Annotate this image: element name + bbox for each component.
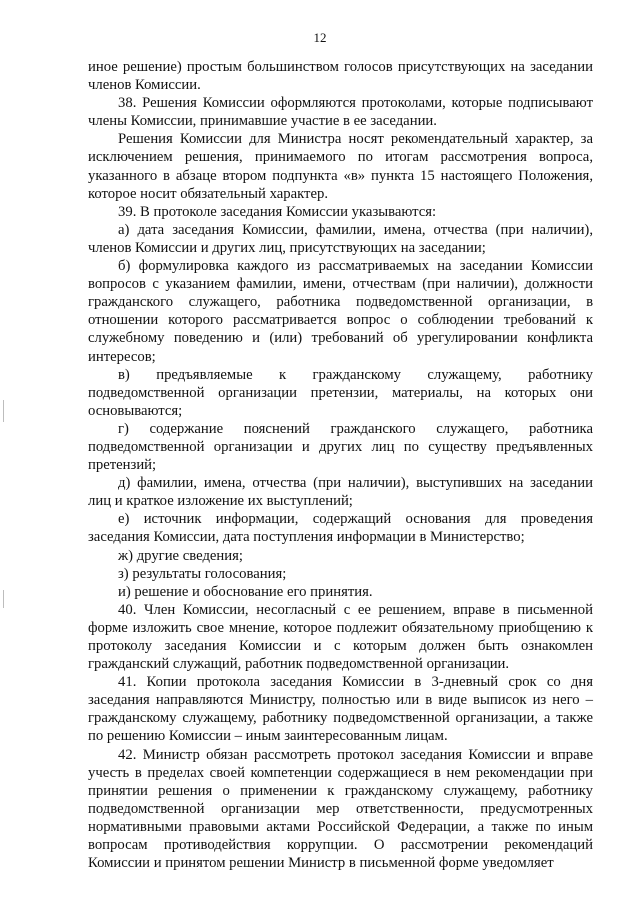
paragraph-39-g: г) содержание пояснений гражданского служащего, работника подведомственной организации и других лиц по существу предъявленных претензий; (88, 420, 593, 474)
paragraph-39-i: и) решение и обоснование его принятия. (118, 583, 373, 600)
paragraph-39-z: з) результаты голосования; (118, 565, 287, 582)
paragraph-41: 41. Копии протокола заседания Комиссии в 3-дневный срок со дня заседания направляются Министру, полностью или в виде выписок из него – гражданскому служащему, работнику подведомственной организации, а также по решению Комиссии – иным заинтересованным лицам. (88, 674, 593, 745)
page-number: 12 (313, 30, 327, 45)
paragraph-42: 42. Министр обязан рассмотреть протокол заседания Комиссии и вправе учесть в пределах своей компетенции содержащиеся в нем рекомендации при принятии решения о применении к гражданскому служащему, работнику подведомственной организации мер ответственности, предусмотренных нормативными правовыми актами Российской Федерации, а также по иным вопросам противодействия коррупции. О рассмотрении рекомендаций Комиссии и принятом решении Министр в письменной форме уведомляет (88, 746, 593, 872)
scan-edge-mark (3, 400, 4, 422)
paragraph-continuation: иное решение) простым большинством голосов присутствующих на заседании членов Комиссии. (88, 59, 593, 94)
paragraph-38: 38. Решения Комиссии оформляются протоколами, которые подписывают члены Комиссии, принимавшие участие в ее заседании. (88, 95, 593, 130)
paragraph-39-d: д) фамилии, имена, отчества (при наличии), выступивших на заседании лиц и краткое изложение их выступлений; (88, 475, 593, 510)
paragraph-39-e: е) источник информации, содержащий основания для проведения заседания Комиссии, дата поступления информации в Министерство; (88, 511, 593, 546)
scan-edge-mark (3, 590, 4, 608)
paragraph-39-b: б) формулировка каждого из рассматриваемых на заседании Комиссии вопросов с указанием фамилии, имени, отчествам (при наличии), должности гражданского служащего, работника подведомственной организации, в отношении которого рассматривается вопрос о соблюдении требований к служебному поведению и (или) требований об урегулировании конфликта интересов; (88, 258, 593, 365)
paragraph-39-zh: ж) другие сведения; (118, 547, 243, 564)
paragraph-38-recommendation: Решения Комиссии для Министра носят рекомендательный характер, за исключением решения, принимаемого по итогам рассмотрения вопроса, указанного в абзаце втором подпункта «в» пункта 15 настоящего Положения, которое носит обязательный характер. (88, 131, 593, 202)
document-body (88, 58, 593, 872)
paragraph-39-a: а) дата заседания Комиссии, фамилии, имена, отчества (при наличии), членов Комиссии и других лиц, присутствующих на заседании; (88, 221, 593, 256)
paragraph-39: 39. В протоколе заседания Комиссии указываются: (118, 203, 437, 220)
paragraph-39-v: в) предъявляемые к гражданскому служащему, работнику подведомственной организации претензии, материалы, на которых они основываются; (88, 366, 593, 419)
paragraph-40: 40. Член Комиссии, несогласный с ее решением, вправе в письменной форме изложить свое мнение, которое подлежит обязательному приобщению к протоколу заседания Комиссии и с которым должен быть ознакомлен гражданский служащий, работник подведомственной организации. (88, 601, 593, 673)
